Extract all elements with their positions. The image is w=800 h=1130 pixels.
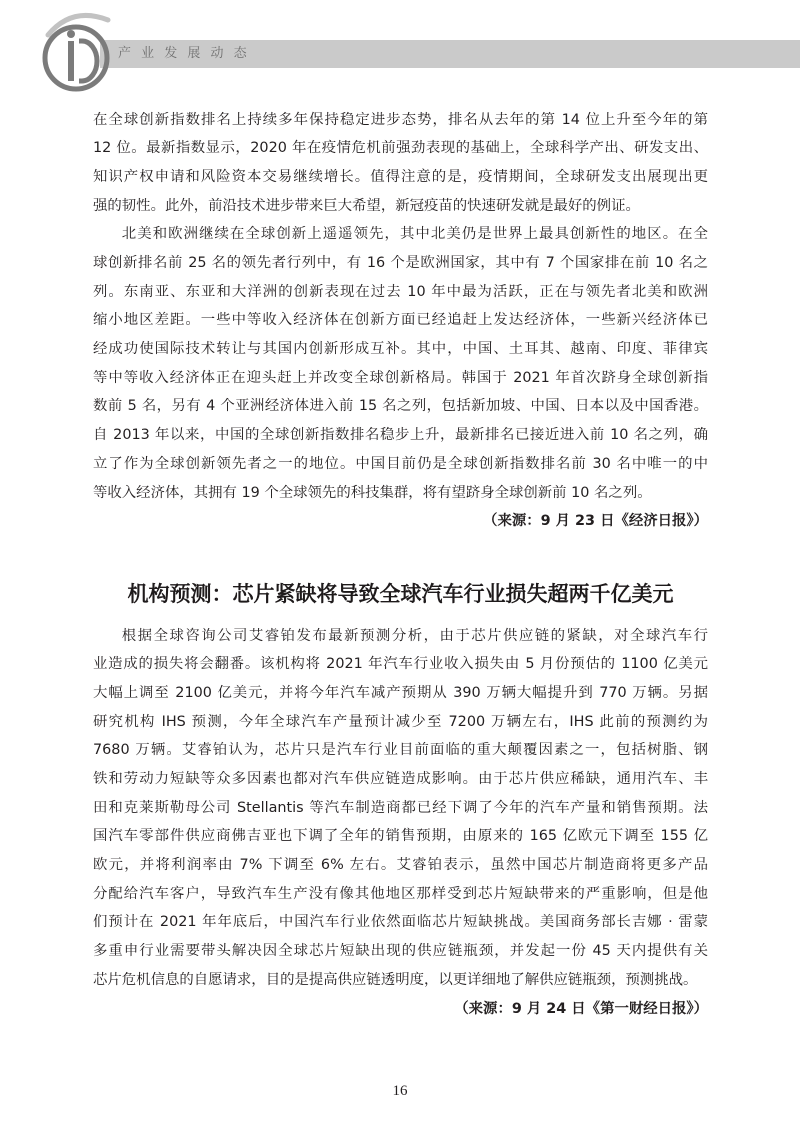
- article-continued: [93, 106, 708, 536]
- text-line: 分配给汽车客户，导致汽车生产没有像其他地区那样受到芯片短缺带来的严重影响，但是他: [93, 885, 708, 902]
- text-line: 12 位。最新指数显示，2020 年在疫情危机前强劲表现的基础上，全球科学产出、研发支出、: [93, 140, 708, 157]
- logo-i-bar: [68, 41, 74, 81]
- text-line: 研究机构 IHS 预测，今年全球汽车产量预计减少至 7200 万辆左右，IHS 此前的预测约为: [93, 713, 708, 730]
- text-line: 大幅上调至 2100 亿美元，并将今年汽车减产预期从 390 万辆大幅提升到 770 万辆。另据: [93, 684, 708, 701]
- text-line: 北美和欧洲继续在全球创新上遥遥领先，其中北美仍是世界上最具创新性的地区。在全: [121, 226, 708, 243]
- text-line: 经成功使国际技术转让与其国内创新形成互补。其中，中国、土耳其、越南、印度、菲律宾: [93, 341, 708, 358]
- text-line: 田和克莱斯勒母公司 Stellantis 等汽车制造商都已经下调了今年的汽车产量和销售预期。法: [93, 799, 708, 816]
- text-line: 等收入经济体，其拥有 19 个全球领先的科技集群，将有望跻身全球创新前 10 名之列。: [93, 484, 652, 501]
- text-line: 自 2013 年以来，中国的全球创新指数排名稳步上升，最新排名已接近进入前 10 名之列，确: [93, 427, 708, 444]
- text-line: 多重申行业需要带头解决因全球芯片短缺出现的供应链瓶颈，并发起一份 45 天内提供有关: [93, 943, 708, 960]
- text-line: 等中等收入经济体正在迎头赶上并改变全球创新格局。韩国于 2021 年首次跻身全球创新指: [93, 369, 708, 386]
- article-title: 机构预测：芯片紧缺将导致全球汽车行业损失超两千亿美元: [127, 582, 674, 606]
- text-line: 们预计在 2021 年年底后，中国汽车行业依然面临芯片短缺挑战。美国商务部长吉娜 · 雷蒙: [93, 914, 708, 931]
- logo-i-dot: [67, 30, 75, 38]
- source-citation: （来源：9 月 23 日《经济日报》）: [483, 513, 708, 530]
- text-line: 根据全球咨询公司艾睿铂发布最新预测分析，由于芯片供应链的紧缺，对全球汽车行: [121, 627, 708, 644]
- text-line: 在全球创新指数排名上持续多年保持稳定进步态势，排名从去年的第 14 位上升至今年的第: [93, 111, 708, 128]
- text-line: 芯片危机信息的自愿请求，目的是提高供应链透明度，以更详细地了解供应链瓶颈，预测挑战。: [93, 971, 698, 988]
- text-line: 铁和劳动力短缺等众多因素也都对汽车供应链造成影响。由于芯片供应稀缺，通用汽车、丰: [93, 771, 708, 788]
- text-line: 欧元，并将利润率由 7% 下调至 6% 左右。艾睿铂表示，虽然中国芯片制造商将更多产品: [93, 857, 708, 874]
- text-line: 7680 万辆。艾睿铂认为，芯片只是汽车行业目前面临的重大颠覆因素之一，包括树脂、钢: [93, 742, 708, 759]
- cid-logo-icon: [38, 8, 114, 92]
- section-title: 产 业 发 展 动 态: [118, 46, 250, 61]
- article-body: [93, 622, 708, 1024]
- logo-d-arc: [79, 41, 97, 81]
- text-line: 知识产权申请和风险资本交易继续增长。值得注意的是，疫情期间，全球研发支出展现出更: [93, 168, 708, 185]
- text-line: 缩小地区差距。一些中等收入经济体在创新方面已经追赶上发达经济体，一些新兴经济体已: [93, 312, 708, 329]
- page-number: 16: [392, 1083, 408, 1099]
- text-line: 立了作为全球创新领先者之一的地位。中国目前仍是全球创新指数排名前 30 名中唯一的中: [93, 455, 708, 472]
- text-line: 数前 5 名，另有 4 个亚洲经济体进入前 15 名之列，包括新加坡、中国、日本以及中国香港。: [93, 398, 708, 415]
- text-line: 列。东南亚、东亚和大洋洲的创新表现在过去 10 年中最为活跃，正在与领先者北美和欧洲: [93, 283, 708, 300]
- header-bar: [100, 40, 800, 68]
- text-line: 业造成的损失将会翻番。该机构将 2021 年汽车行业收入损失由 5 月份预估的 1100 亿美元: [93, 656, 708, 673]
- text-line: 球创新排名前 25 名的领先者行列中，有 16 个是欧洲国家，其中有 7 个国家排在前 10 名之: [93, 255, 708, 272]
- text-line: 国汽车零部件供应商佛吉亚也下调了全年的销售预期，由原来的 165 亿欧元下调至 155 亿: [93, 828, 708, 845]
- source-citation: （来源：9 月 24 日《第一财经日报》）: [454, 1000, 708, 1017]
- text-line: 强的韧性。此外，前沿技术进步带来巨大希望，新冠疫苗的快速研发就是最好的例证。: [93, 197, 640, 214]
